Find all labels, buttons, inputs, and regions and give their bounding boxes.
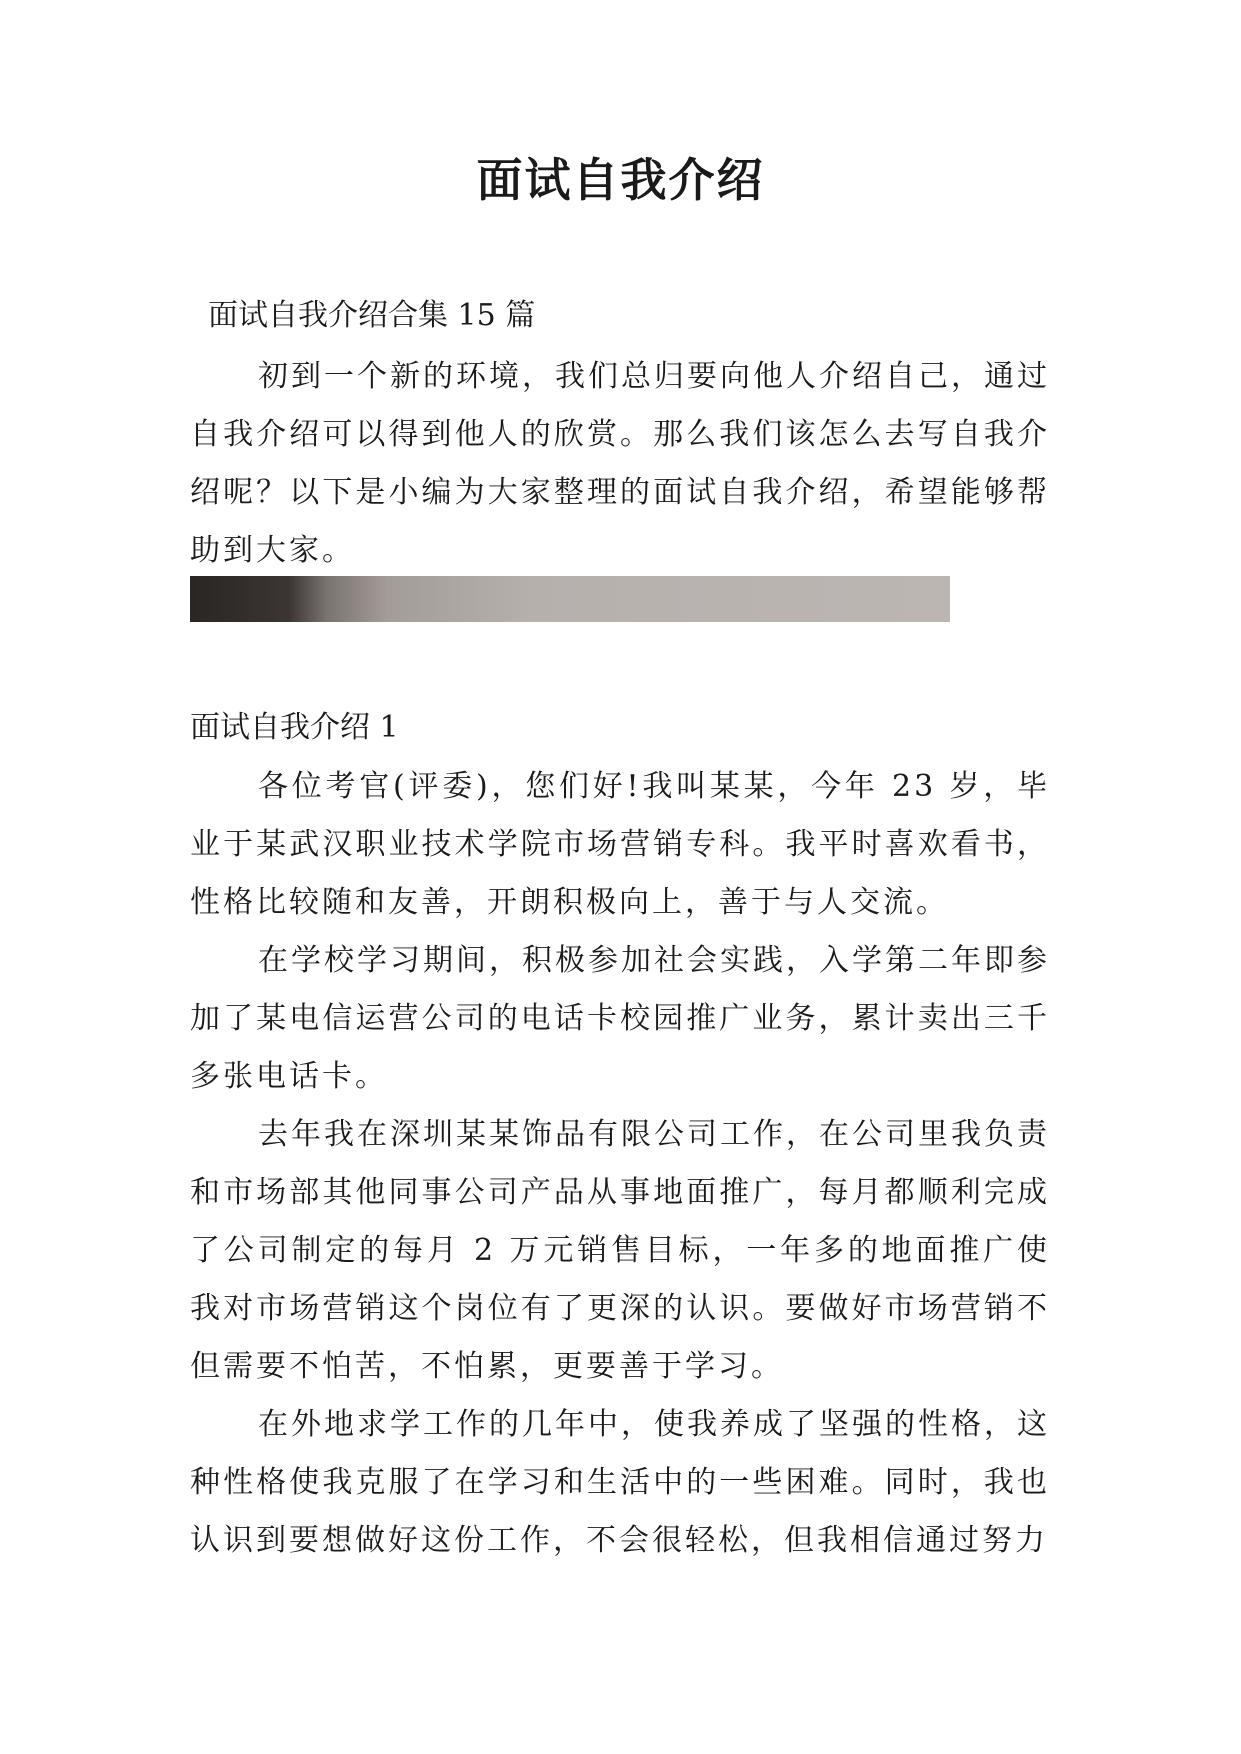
page-title: 面试自我介绍 xyxy=(476,153,765,207)
body-paragraph: 去年我在深圳某某饰品有限公司工作，在公司里我负责和市场部其他同事公司产品从事地面推广，每月都顺利完成了公司制定的每月 2 万元销售目标，一年多的地面推广使我对市场营销这个岗位有了更深的认识。要做好市场营销不但需要不怕苦，不怕累，更要善于学习。 xyxy=(190,1117,1050,1384)
banner-image xyxy=(190,576,950,622)
section-heading: 面试自我介绍 1 xyxy=(190,710,399,745)
document-subtitle: 面试自我介绍合集 15 篇 xyxy=(208,298,536,333)
body-paragraph: 各位考官(评委)，您们好!我叫某某，今年 23 岁，毕业于某武汉职业技术学院市场营销专科。我平时喜欢看书，性格比较随和友善，开朗积极向上，善于与人交流。 xyxy=(190,769,1050,920)
body-paragraph: 在外地求学工作的几年中，使我养成了坚强的性格，这种性格使我克服了在学习和生活中的一些困难。同时，我也认识到要想做好这份工作，不会很轻松，但我相信通过努力 xyxy=(190,1407,1050,1558)
intro-paragraph: 初到一个新的环境，我们总归要向他人介绍自己，通过自我介绍可以得到他人的欣赏。那么我们该怎么去写自我介绍呢？以下是小编为大家整理的面试自我介绍，希望能够帮助到大家。 xyxy=(190,359,1050,568)
body-paragraph: 在学校学习期间，积极参加社会实践，入学第二年即参加了某电信运营公司的电话卡校园推广业务，累计卖出三千多张电话卡。 xyxy=(190,943,1050,1094)
